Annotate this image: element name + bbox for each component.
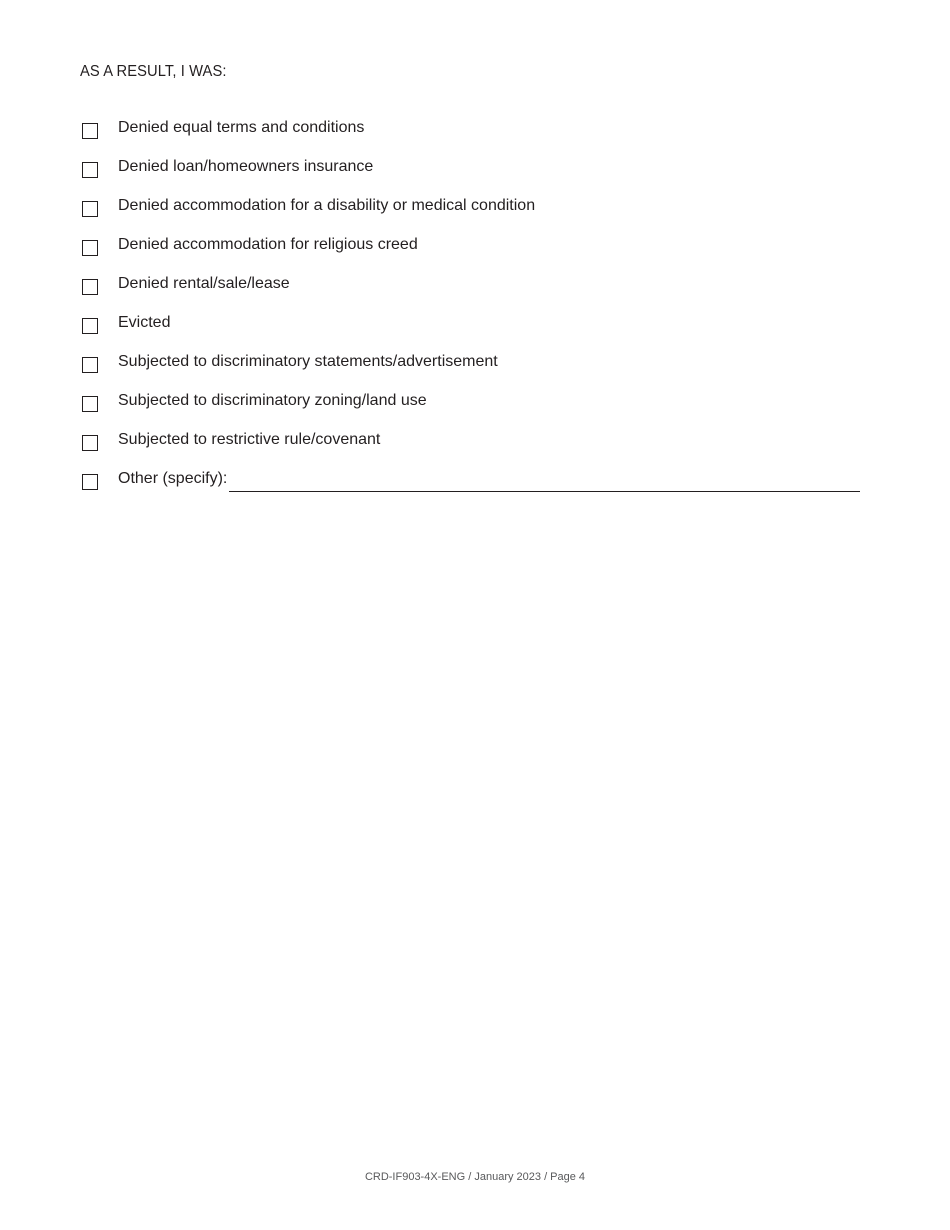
option-equal-terms [82,111,882,150]
checkbox-restrictive-covenant[interactable] [82,435,98,451]
checkbox-discriminatory-zoning[interactable] [82,396,98,412]
result-options-list [82,111,882,501]
page-footer: CRD-IF903-4X-ENG / January 2023 / Page 4 [364,1171,586,1183]
checkbox-loan-insurance[interactable] [82,162,98,178]
checkbox-religious-accommodation[interactable] [82,240,98,256]
option-restrictive-covenant [82,423,882,462]
option-label-disability-accommodation: Denied accommodation for a disability or medical condition [118,196,536,214]
option-label-rental-sale-lease: Denied rental/sale/lease [118,274,290,292]
option-discriminatory-zoning [82,384,882,423]
option-label-discriminatory-statements: Subjected to discriminatory statements/advertisement [118,352,498,370]
option-label-restrictive-covenant: Subjected to restrictive rule/covenant [118,430,381,448]
option-religious-accommodation [82,228,882,267]
option-label-discriminatory-zoning: Subjected to discriminatory zoning/land use [118,391,427,409]
option-label-loan-insurance: Denied loan/homeowners insurance [118,157,374,175]
option-disability-accommodation [82,189,882,228]
option-evicted [82,306,882,345]
option-label-equal-terms: Denied equal terms and conditions [118,118,365,136]
option-label-other: Other (specify): [118,469,228,487]
section-heading: AS A RESULT, I WAS: [80,63,227,80]
option-loan-insurance [82,150,882,189]
option-label-evicted: Evicted [118,313,171,331]
checkbox-rental-sale-lease[interactable] [82,279,98,295]
checkbox-discriminatory-statements[interactable] [82,357,98,373]
option-discriminatory-statements [82,345,882,384]
checkbox-other[interactable] [82,474,98,490]
option-rental-sale-lease [82,267,882,306]
checkbox-evicted[interactable] [82,318,98,334]
option-label-religious-accommodation: Denied accommodation for religious creed [118,235,418,253]
option-other [82,462,882,501]
other-specify-input[interactable] [229,475,860,492]
checkbox-equal-terms[interactable] [82,123,98,139]
checkbox-disability-accommodation[interactable] [82,201,98,217]
